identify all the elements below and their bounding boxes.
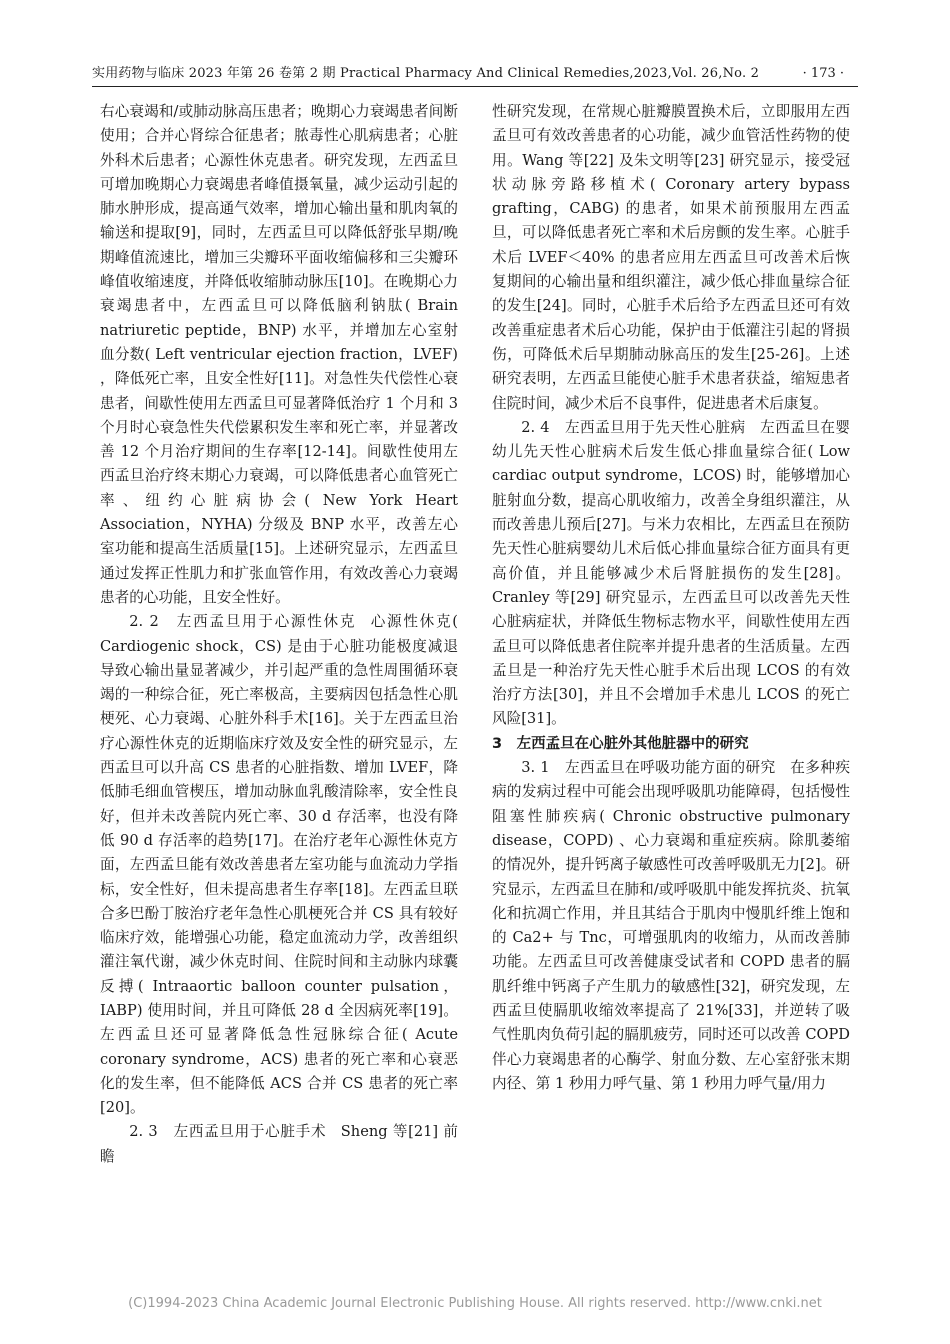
section-3-heading: 3 左西孟旦在心脏外其他脏器中的研究 [492,735,749,752]
section-body: 左西孟旦在婴幼儿先天性心脏病术后发生低心排血量综合征( Low cardiac output syndrome，LCOS) 时，能够增加心脏射血分数，提高心肌收缩力，改善全身组织灌注，从而改善患儿预后[27]。与米力农相比，左西孟旦在预防先天性心脏病婴幼儿术后低心排血量综合征方面具有更高价值，并且能够减少术后肾脏损伤的发生[28]。Cranley 等[29] 研究显示，左西孟旦可以改善先天性心脏病症状，并降低生物标志物水平，间歇性使用左西孟旦可以降低患者住院率并提升患者的生活质量。左西孟旦是一种治疗先天性心脏手术后出现 LCOS 的有效治疗方法[30]，并且不会增加手术患儿 LCOS 的死亡风险[31]。 [492,418,850,728]
left-column [100,100,458,1169]
section-title: 3. 1 左西孟旦在呼吸功能方面的研究 [521,759,776,777]
section-title: 2. 3 左西孟旦用于心脏手术 [129,1123,327,1141]
section-body: 在多种疾病的发病过程中可能会出现呼吸肌功能障碍，包括慢性阻塞性肺疾病( Chronic obstructive pulmonary disease，COPD) 、心力衰竭和重症疾病。除肌萎缩的情况外，提升钙离子敏感性可改善呼吸肌无力[2]。研究显示，左西孟旦在肺和/或呼吸肌中能发挥抗炎、抗氧化和抗凋亡作用，并且其结合于肌肉中慢肌纤维上饱和的 Ca2+ 与 Tnc，可增强肌肉的收缩力，从而改善肺功能。左西孟旦可改善健康受试者和 COPD 患者的膈肌纤维中钙离子产生肌力的敏感性[32]，研究发现，左西孟旦使膈肌收缩效率提高了 21%[33]，并逆转了吸气性肌肉负荷引起的膈肌疲劳，同时还可以改善 COPD 伴心力衰竭患者的心酶学、射血分数、左心室舒张末期内径、第 1 秒用力呼气量、第 1 秒用力呼气量/用力 [492,759,850,1092]
section-title: 2. 2 左西孟旦用于心源性休克 [129,613,357,631]
running-header [92,62,858,87]
section-body: 心源性休克( Cardiogenic shock，CS) 是由于心脏功能极度减退导致心输出量显著减少，并引起严重的急性周围循环衰竭的一种综合征，死亡率极高，主要病因包括急性心肌梗死、心力衰竭、心脏外科手术[16]。关于左西孟旦治疗心源性休克的近期临床疗效及安全性的研究显示，左西孟旦可以升高 CS 患者的心脏指数、增加 LVEF，降低肺毛细血管楔压，增加动脉血乳酸清除率，安全性良好，但并未改善院内死亡率、30 d 存活率，也没有降低 90 d 存活率的趋势[17]。在治疗老年心源性休克方面，左西孟旦能有效改善患者左室功能与血流动力学指标，安全性好，但未提高患者生存率[18]。左西孟旦联合多巴酚丁胺治疗老年急性心肌梗死合并 CS 具有较好临床疗效，能增强心功能，稳定血流动力学，改善组织灌注氧代谢，减少休克时间、住院时间和主动脉内球囊反搏( Intraaortic balloon counter pulsation，IABP) 使用时间，并且可降低 28 d 全因病死率[19]。左西孟旦还可显著降低急性冠脉综合征( Acute coronary syndrome，ACS) 患者的死亡率和心衰恶化的发生率，但不能降低 ACS 合并 CS 患者的死亡率[20]。 [100,613,458,1117]
page-number: · 173 · [802,66,844,81]
section-2-4 [492,416,850,732]
section-2-3 [100,1120,458,1169]
section-2-2 [100,610,458,1120]
section-title: 2. 4 左西孟旦用于先天性心脏病 [521,418,746,436]
paragraph: 性研究发现，在常规心脏瓣膜置换术后，立即服用左西孟旦可有效改善患者的心功能，减少血管活性药物的使用。Wang 等[22] 及朱文明等[23] 研究显示，接受冠状动脉旁路移植术( Coronary artery bypass grafting，CABG) 的患者，如果术前预服用左西孟旦，可以降低患者死亡率和术后房颤的发生率。心脏手术后 LVEF＜40% 的患者应用左西孟旦可改善术后恢复期间的心输出量和组织灌注，减少低心排血量综合征的发生[24]。同时，心脏手术后给予左西孟旦还可有效改善重症患者术后心功能，保护由于低灌注引起的肾损伤，可降低术后早期肺动脉高压的发生[25-26]。上述研究表明，左西孟旦能使心脏手术患者获益，缩短患者住院时间，减少术后不良事件，促进患者术后康复。 [492,103,850,412]
copyright-footer: (C)1994-2023 China Academic Journal Electronic Publishing House. All rights reserved. http://www.cnki.net [128,1296,822,1311]
right-column [492,100,850,1096]
paragraph: 右心衰竭和/或肺动脉高压患者；晚期心力衰竭患者间断使用；合并心肾综合征患者；脓毒性心肌病患者；心脏外科术后患者；心源性休克患者。研究发现，左西孟旦可增加晚期心力衰竭患者峰值摄氧量，减少运动引起的肺水肿形成，提高通气效率，增加心输出量和肌肉氧的输送和提取[9]，同时，左西孟旦可以降低舒张早期/晚期峰值流速比，增加三尖瓣环平面收缩偏移和三尖瓣环峰值收缩速度，并降低收缩肺动脉压[10]。在晚期心力衰竭患者中，左西孟旦可以降低脑利钠肽( Brain natriuretic peptide，BNP) 水平，并增加左心室射血分数( Left ventricular ejection fraction，LVEF) ，降低死亡率，且安全性好[11]。对急性失代偿性心衰患者，间歇性使用左西孟旦可显著降低治疗 1 个月和 3 个月时心衰急性失代偿累积发生率和死亡率，并显著改善 12 个月治疗期间的生存率[12-14]。间歇性使用左西孟旦治疗终末期心力衰竭，可以降低患者心血管死亡率、纽约心脏病协会( New York Heart Association，NYHA) 分级及 BNP 水平，改善左心室功能和提高生活质量[15]。上述研究显示，左西孟旦通过发挥正性肌力和扩张血管作用，有效改善心力衰竭患者的心功能，且安全性好。 [100,103,458,606]
section-3-1 [492,756,850,1096]
journal-header: 实用药物与临床 2023 年第 26 卷第 2 期 Practical Pharmacy And Clinical Remedies,2023,Vol. 26,No. 2 [92,66,760,81]
section-body: Sheng 等[21] 前瞻 [100,1123,458,1165]
